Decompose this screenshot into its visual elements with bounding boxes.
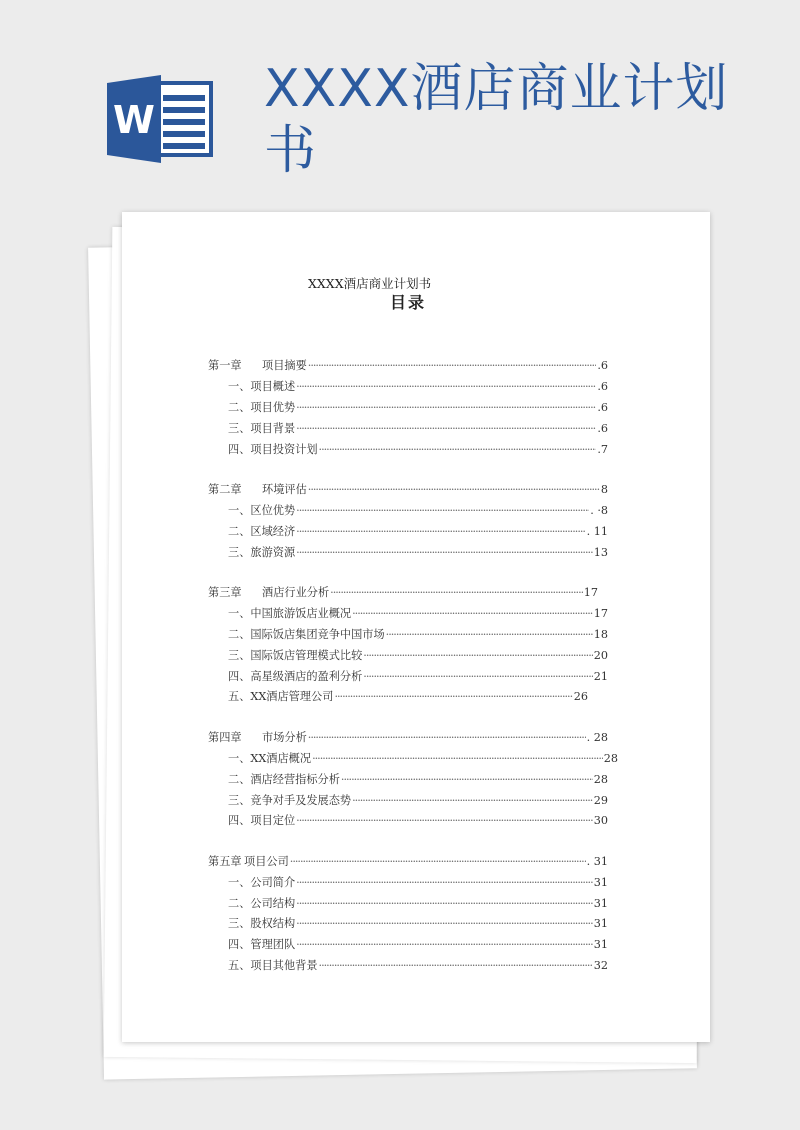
toc-chapter-entry[interactable] <box>208 583 598 604</box>
toc-page-number: .6 <box>597 400 608 414</box>
toc-item-label: 二、国际饭店集团竞争中国市场 <box>228 627 385 641</box>
toc-item-entry[interactable] <box>208 646 608 667</box>
toc-item-entry[interactable] <box>208 522 608 543</box>
toc-chapter-label <box>208 480 307 501</box>
toc-page-number: 31 <box>593 875 608 889</box>
toc-chapter-label <box>208 852 289 873</box>
toc-dot-leader <box>386 625 593 646</box>
toc-dot-leader <box>296 419 596 440</box>
toc-dot-leader <box>296 914 593 935</box>
toc-chapter-title: 项目公司 <box>244 854 289 868</box>
toc-dot-leader <box>352 791 593 812</box>
toc-item-entry[interactable] <box>208 419 608 440</box>
toc-page-number: . 28 <box>586 730 608 744</box>
toc-page-number: 31 <box>593 896 608 910</box>
toc-item-label: 一、公司简介 <box>228 875 296 889</box>
toc-page-number: 17 <box>583 586 598 600</box>
toc-dot-leader <box>296 398 596 419</box>
toc-dot-leader <box>319 440 597 461</box>
toc-chapter-title: 酒店行业分析 <box>262 586 330 600</box>
toc-chapter-number: 第四章 <box>208 730 242 744</box>
logo-letter: W <box>113 98 155 142</box>
toc-page-number: 32 <box>593 959 608 973</box>
toc-item-entry[interactable] <box>208 398 608 419</box>
toc-dot-leader <box>296 501 589 522</box>
document-title: XXXX酒店商业计划书 <box>308 276 432 291</box>
toc-chapter-number: 第三章 <box>208 586 242 600</box>
toc-dot-leader <box>363 667 592 688</box>
toc-heading: 目录 <box>390 293 427 312</box>
toc-item-label: 二、区域经济 <box>228 524 296 538</box>
toc-page-number: 29 <box>593 793 608 807</box>
toc-chapter-section <box>208 728 618 832</box>
toc-chapter-number: 第一章 <box>208 359 242 372</box>
toc-page-number: .6 <box>597 359 608 372</box>
toc-item-label: 三、项目背景 <box>228 421 296 435</box>
toc-chapter-entry[interactable] <box>208 852 608 873</box>
toc-chapter-title: 环境评估 <box>262 482 307 496</box>
toc-item-entry[interactable] <box>208 914 608 935</box>
toc-dot-leader <box>319 956 593 977</box>
toc-page-number: 17 <box>593 606 608 620</box>
toc-item-entry[interactable] <box>208 667 608 688</box>
toc-item-label: 二、公司结构 <box>228 896 296 910</box>
toc-chapter-section <box>208 852 608 977</box>
toc-dot-leader <box>334 687 572 708</box>
toc-item-label: 一、XX酒店概况 <box>228 751 312 765</box>
toc-dot-leader <box>352 604 593 625</box>
toc-page-number: . 31 <box>586 854 608 868</box>
toc-page-number: .6 <box>597 421 608 435</box>
toc-chapter-entry[interactable] <box>208 728 608 749</box>
toc-chapter-section <box>208 480 608 564</box>
toc-chapter-entry[interactable] <box>208 356 608 377</box>
toc-dot-leader <box>296 935 593 956</box>
toc-item-entry[interactable] <box>208 543 608 564</box>
toc-dot-leader <box>308 480 600 501</box>
toc-dot-leader <box>312 749 603 770</box>
toc-item-label: 四、项目投资计划 <box>228 442 318 456</box>
toc-item-label: 四、高星级酒店的盈利分析 <box>228 669 363 683</box>
toc-item-label: 四、项目定位 <box>228 814 296 828</box>
toc-dot-leader <box>296 377 596 398</box>
toc-page-number: 20 <box>593 648 608 662</box>
document-page <box>122 212 710 1042</box>
toc-dot-leader <box>296 811 593 832</box>
toc-dot-leader <box>296 894 593 915</box>
word-document-icon <box>107 75 215 163</box>
toc-page-number: .7 <box>597 442 608 456</box>
toc-chapter-section <box>208 356 608 460</box>
toc-item-entry[interactable] <box>208 873 608 894</box>
toc-chapter-label <box>208 583 329 604</box>
toc-item-label: 三、竞争对手及发展态势 <box>228 793 352 807</box>
toc-page-number: . ·8 <box>590 503 608 517</box>
toc-chapter-number: 第五章 <box>208 854 242 868</box>
toc-item-label: 五、XX酒店管理公司 <box>228 690 334 704</box>
toc-page-number: . 11 <box>586 524 608 538</box>
toc-page-number: 26 <box>573 690 588 704</box>
toc-dot-leader <box>296 873 593 894</box>
toc-page-number: 8 <box>600 482 608 496</box>
toc-item-entry[interactable] <box>208 687 588 708</box>
toc-dot-leader <box>290 852 586 873</box>
toc-item-label: 二、项目优势 <box>228 400 296 414</box>
table-of-contents <box>208 356 618 997</box>
toc-item-entry[interactable] <box>208 791 608 812</box>
toc-page-number: 21 <box>593 669 608 683</box>
toc-dot-leader <box>341 770 593 791</box>
toc-chapter-number: 第二章 <box>208 482 242 496</box>
toc-item-entry[interactable] <box>208 440 608 461</box>
toc-chapter-label <box>208 728 307 749</box>
toc-page-number: 30 <box>593 814 608 828</box>
toc-item-label: 一、区位优势 <box>228 503 296 517</box>
toc-page-number: 28 <box>603 751 618 765</box>
toc-item-entry[interactable] <box>208 894 608 915</box>
toc-item-label: 一、中国旅游饭店业概况 <box>228 606 352 620</box>
toc-page-number: .6 <box>597 379 608 393</box>
toc-item-entry[interactable] <box>208 501 608 522</box>
toc-chapter-title: 市场分析 <box>262 730 307 744</box>
toc-page-number: 18 <box>593 627 608 641</box>
toc-chapter-section <box>208 583 608 708</box>
toc-dot-leader <box>308 728 586 749</box>
banner-title: XXXX酒店商业计划书 <box>264 59 729 181</box>
toc-dot-leader <box>330 583 583 604</box>
toc-item-label: 三、旅游资源 <box>228 545 296 559</box>
toc-item-label: 三、国际饭店管理模式比较 <box>228 648 363 662</box>
toc-dot-leader <box>308 356 597 377</box>
toc-chapter-label <box>208 356 307 377</box>
toc-page-number: 31 <box>593 917 608 931</box>
toc-item-entry[interactable] <box>208 770 608 791</box>
toc-item-entry[interactable] <box>208 377 608 398</box>
toc-page-number: 28 <box>593 772 608 786</box>
toc-dot-leader <box>296 522 586 543</box>
toc-item-entry[interactable] <box>208 956 608 977</box>
toc-item-entry[interactable] <box>208 749 618 770</box>
toc-item-entry[interactable] <box>208 625 608 646</box>
toc-item-label: 二、酒店经营指标分析 <box>228 772 340 786</box>
toc-chapter-entry[interactable] <box>208 480 608 501</box>
toc-page-number: 13 <box>593 545 608 559</box>
toc-dot-leader <box>363 646 592 667</box>
toc-item-label: 一、项目概述 <box>228 379 296 393</box>
toc-item-label: 五、项目其他背景 <box>228 959 318 973</box>
toc-item-entry[interactable] <box>208 935 608 956</box>
toc-item-label: 三、股权结构 <box>228 917 296 931</box>
toc-item-entry[interactable] <box>208 604 608 625</box>
toc-page-number: 31 <box>593 938 608 952</box>
toc-item-label: 四、管理团队 <box>228 938 296 952</box>
toc-dot-leader <box>296 543 593 564</box>
toc-item-entry[interactable] <box>208 811 608 832</box>
toc-chapter-title: 项目摘要 <box>262 359 307 372</box>
